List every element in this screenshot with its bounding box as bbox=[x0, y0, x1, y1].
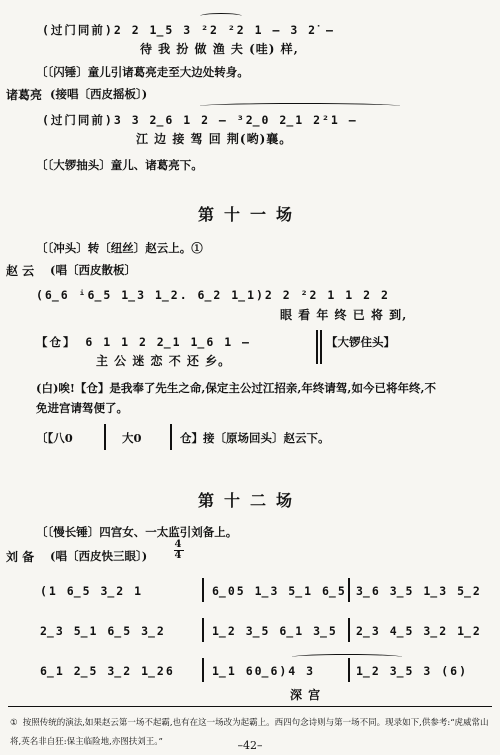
lyric-line: 待 我 扮 做 渔 夫 (哇) 样, bbox=[140, 42, 299, 56]
stage-direction: (接唱〔西皮摇板〕) bbox=[50, 87, 148, 101]
measure: (1 6̲5 3̲2 1 bbox=[40, 584, 144, 598]
spoken-dialogue: 免进宫请驾便了。 bbox=[36, 401, 128, 415]
bar-line bbox=[202, 578, 204, 602]
character-name: 赵 云 bbox=[6, 264, 35, 278]
page-number: –42– bbox=[237, 739, 263, 752]
bar-line bbox=[348, 578, 350, 602]
time-signature-top: 4 bbox=[174, 539, 184, 550]
footnote-text: 按照传统的演法,如果赵云第一场不起霸,也有在这一场改为起霸上。西四句念诗则与第一场不同。现录如下,供参考:“虎威常山将,英名非自狂:保主临险地,亦图扶刘王。” bbox=[10, 718, 489, 747]
measure: 2̲3 5̲1 6̲5 3̲2 bbox=[40, 624, 166, 638]
lyric-line: 主 公 迷 恋 不 还 乡。 bbox=[96, 354, 232, 368]
scene-title: 第十一场 bbox=[197, 205, 302, 224]
percussion-cue: 大0 bbox=[122, 431, 142, 445]
stage-direction: 〔〔闪锤〕童儿引诸葛亮走至大边处转身。 bbox=[36, 65, 249, 79]
bar-line bbox=[104, 424, 106, 450]
percussion-cue: 仓】接〔原场回头〕赵云下。 bbox=[180, 431, 330, 445]
stage-direction: 〔〔冲头〕转〔纽丝〕赵云上。① bbox=[36, 241, 203, 255]
stage-direction: (唱〔西皮散板〕 bbox=[50, 263, 136, 277]
scene-title: 第十二场 bbox=[197, 491, 302, 510]
notation-line: 【仓】 6 1 1 2 2̲1 1̲6 1 – bbox=[36, 335, 251, 349]
bar-line bbox=[348, 618, 350, 642]
measure: 1̲1 60̲6)4 3 bbox=[212, 664, 316, 678]
lyric-line: 江 边 接 驾 回 荆(哟)襄。 bbox=[136, 132, 293, 146]
notation-line: (6̲6 ⁱ6̲5 1̲3 1̲2. 6̲2 1̲1)2 2 ²2 1 1 2 2 bbox=[36, 288, 390, 302]
measure: 2̲3 4̲5 3̲2 1̲2 bbox=[356, 624, 482, 638]
lyric-line: 深 宫 bbox=[290, 688, 322, 702]
measure: 1̲2 3̲5 3 (6) bbox=[356, 664, 469, 678]
bar-line bbox=[202, 618, 204, 642]
measure: 3̲6 3̲5 1̲3 5̲2 bbox=[356, 584, 482, 598]
stage-direction: 〔〔大锣抽头〕童儿、诸葛亮下。 bbox=[36, 158, 203, 172]
lyric-line: 眼 看 年 终 已 将 到, bbox=[280, 308, 408, 322]
notation-line: (过门同前)3 3 2̲6 1 2 – ³2̲0 2̲1 2²1 – bbox=[42, 113, 358, 127]
measure: 6̲05 1̲3 5̲1 6̲5 bbox=[212, 584, 347, 598]
stage-direction: (唱〔西皮快三眼〕) bbox=[50, 549, 148, 563]
bar-line bbox=[348, 658, 350, 682]
measure: 6̲1 2̲5 3̲2 1̲26 bbox=[40, 664, 175, 678]
spoken-dialogue: (白)唉!【仓】是我奉了先生之命,保定主公过江招亲,年终请驾,如今已将年终,不 bbox=[36, 381, 436, 395]
character-name: 诸葛亮 bbox=[6, 88, 43, 102]
footnote-marker: ① bbox=[10, 718, 18, 728]
slur-mark bbox=[200, 13, 242, 19]
character-name: 刘 备 bbox=[6, 550, 35, 564]
slur-mark bbox=[292, 654, 402, 660]
bar-line bbox=[320, 330, 322, 364]
footnote-divider bbox=[8, 706, 492, 707]
time-signature-bottom: 4 bbox=[174, 550, 184, 561]
percussion-cue: 〔【八0 bbox=[36, 431, 73, 445]
bar-line bbox=[202, 658, 204, 682]
notation-line: (过门同前)2 2 1̲5 3 ²2 ²2 1 – 3 2̇ – bbox=[42, 23, 335, 37]
stage-direction: 〔〔慢长锤〕四宫女、一太监引刘备上。 bbox=[36, 525, 238, 539]
time-signature bbox=[174, 540, 184, 561]
measure: 1̲2 3̲5 6̲1 3̲5 bbox=[212, 624, 338, 638]
bar-line bbox=[316, 330, 318, 364]
percussion-cue: 【大锣住头】 bbox=[326, 335, 395, 349]
slur-mark bbox=[200, 103, 400, 109]
bar-line bbox=[170, 424, 172, 450]
